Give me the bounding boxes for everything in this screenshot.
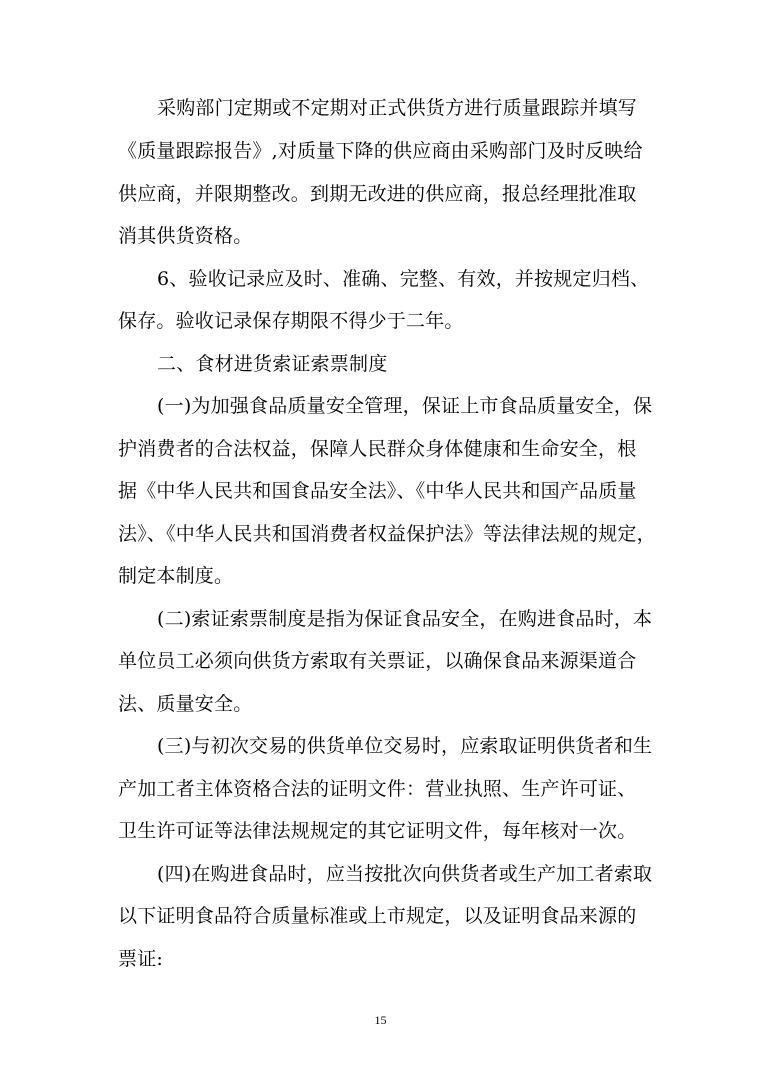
text-line: 采购部门定期或不定期对正式供货方进行质量跟踪并填写: [157, 97, 638, 119]
text-line: 消其供货资格。: [118, 225, 253, 247]
text-line: (三)与初次交易的供货单位交易时，应索取证明供货者和生: [157, 735, 653, 757]
text-line: 护消费者的合法权益，保障人民群众身体健康和生命安全，根: [118, 438, 637, 460]
section-heading: 二、食材进货索证索票制度: [157, 353, 388, 375]
text-line: 法》、《中华人民共和国消费者权益保护法》等法律法规的规定，: [118, 523, 656, 545]
text-line: 以下证明食品符合质量标准或上市规定，以及证明食品来源的: [118, 905, 637, 927]
text-line: 法、质量安全。: [118, 693, 253, 715]
text-line: 卫生许可证等法律法规规定的其它证明文件，每年核对一次。: [118, 820, 637, 842]
text-line: 票证:: [118, 948, 164, 970]
text-line: (二)索证索票制度是指为保证食品安全，在购进食品时，本: [157, 608, 653, 630]
text-line: (四)在购进食品时，应当按批次向供货者或生产加工者索取: [157, 863, 653, 885]
text-line: 产加工者主体资格合法的证明文件：营业执照、生产许可证、: [118, 778, 637, 800]
text-line: 据《中华人民共和国食品安全法》、《中华人民共和国产品质量: [118, 480, 637, 502]
text-line: 供应商，并限期整改。到期无改进的供应商，报总经理批准取: [118, 183, 637, 205]
text-line: 6、验收记录应及时、准确、完整、有效，并按规定归档、: [157, 268, 650, 290]
text-line: 制定本制度。: [118, 565, 234, 587]
text-line: 单位员工必须向供货方索取有关票证，以确保食品来源渠道合: [118, 650, 637, 672]
text-line: 保存。验收记录保存期限不得少于二年。: [118, 310, 464, 332]
page-number: 15: [374, 1013, 387, 1027]
text-line: (一)为加强食品质量安全管理，保证上市食品质量安全，保: [157, 395, 653, 417]
text-line: 《质量跟踪报告》,对质量下降的供应商由采购部门及时反映给: [118, 140, 643, 162]
